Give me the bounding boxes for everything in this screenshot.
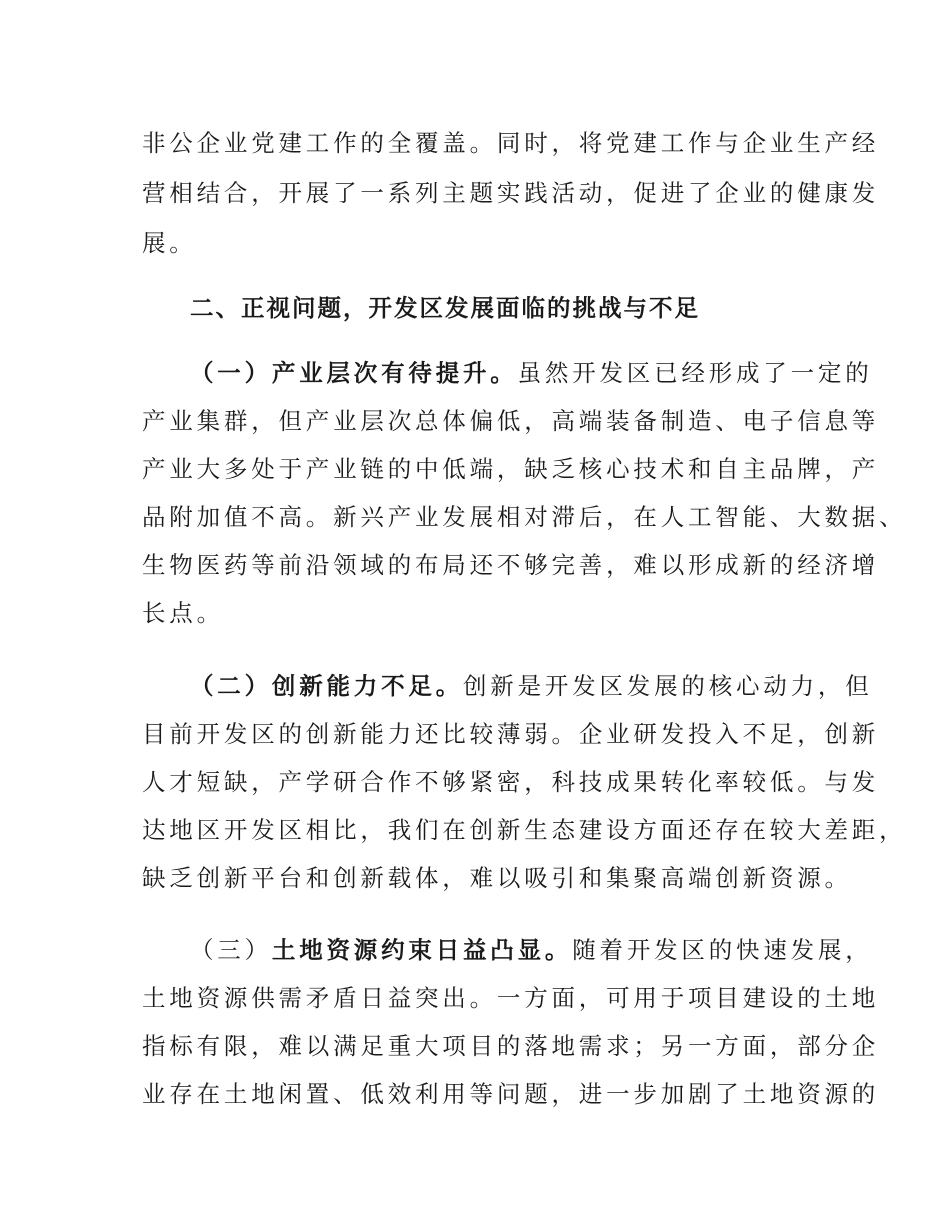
paragraph-3-line: 业存在土地闲置、低效利用等问题，进一步加剧了土地资源的 [142, 1080, 880, 1108]
paragraph-3-line: 土地资源供需矛盾日益突出。一方面，可用于项目建设的土地 [142, 984, 880, 1012]
section-heading: 二、正视问题，开发区发展面临的挑战与不足 [190, 294, 700, 322]
paragraph-1-first-line [190, 358, 873, 388]
paragraph-2-line: 人才短缺，产学研合作不够紧密，科技成果转化率较低。与发 [142, 768, 880, 796]
paragraph-3-first-line [190, 935, 873, 965]
paragraph-2-first-line [190, 671, 873, 701]
paragraph-2-line: 目前开发区的创新能力还比较薄弱。企业研发投入不足，创新 [142, 720, 880, 748]
paragraph-2-line: 达地区开发区相比，我们在创新生态建设方面还存在较大差距， [142, 816, 907, 844]
intro-line: 营相结合，开展了一系列主题实践活动，促进了企业的健康发 [142, 179, 880, 207]
paragraph-1-line: 产业大多处于产业链的中低端，缺乏核心技术和自主品牌，产 [142, 455, 880, 483]
paragraph-1-line: 品附加值不高。新兴产业发展相对滞后，在人工智能、大数据、 [142, 503, 907, 531]
paragraph-1-line: 长点。 [142, 599, 224, 627]
paragraph-3-line: 指标有限，难以满足重大项目的落地需求；另一方面，部分企 [142, 1032, 880, 1060]
paragraph-2-label: （二）创新能力不足。 [190, 672, 463, 700]
paragraph-2-first-text: 创新是开发区发展的核心动力，但 [463, 672, 873, 700]
paragraph-3-label-prefix: （三） [190, 936, 272, 964]
paragraph-1-line: 生物医药等前沿领域的布局还不够完善，难以形成新的经济增 [142, 551, 880, 579]
paragraph-3-label: 土地资源约束日益凸显。 [271, 936, 573, 964]
paragraph-1-label: （一）产业层次有待提升。 [190, 359, 518, 387]
paragraph-3-first-text: 随着开发区的快速发展， [572, 936, 873, 964]
intro-line: 展。 [142, 229, 197, 257]
paragraph-2-line: 缺乏创新平台和创新载体，难以吸引和集聚高端创新资源。 [142, 864, 852, 892]
paragraph-1-line: 产业集群，但产业层次总体偏低，高端装备制造、电子信息等 [142, 407, 880, 435]
paragraph-1-first-text: 虽然开发区已经形成了一定的 [517, 359, 873, 387]
intro-line: 非公企业党建工作的全覆盖。同时，将党建工作与企业生产经 [142, 129, 880, 157]
